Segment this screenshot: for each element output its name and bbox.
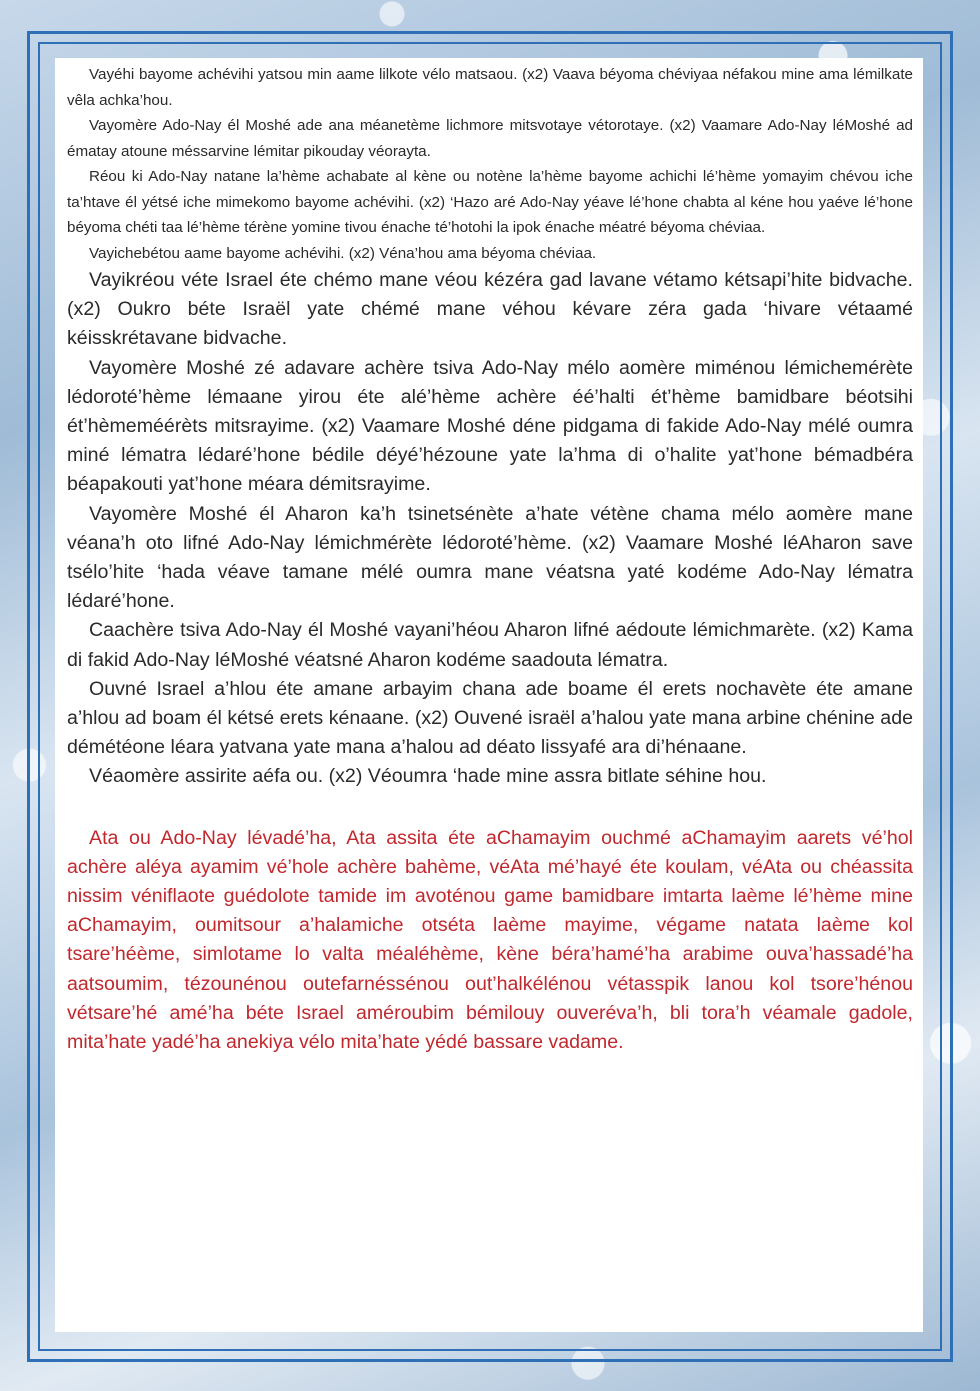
verse-paragraph-2: Vayomère Ado-Nay él Moshé ade ana méanetème lichmore mitsvotaye vétorotaye. (x2) Vaamare Ado-Nay léMoshé ad ématay atoune méssarvine lémitar pikouday véorayta. bbox=[67, 117, 913, 160]
verse-paragraph-4: Vayichebétou aame bayome achévihi. (x2) Véna’hou ama béyoma chéviaa. bbox=[89, 244, 597, 262]
verse-paragraph-10: Véaomère assirite aéfa ou. (x2) Véoumra ‘hade mine assra bitlate séhine hou. bbox=[89, 765, 767, 788]
verse-paragraph-5: Vayikréou véte Israel éte chémo mane véou kézéra gad lavane vétamo kétsapi’hite bidvache. (x2) Oukro béte Israël yate chémé mane véhou kévare zéra gada ‘hivare vétaamé kéisskrétavane bidvache. bbox=[67, 269, 913, 350]
verse-paragraph-7: Vayomère Moshé él Aharon ka’h tsinetsénète a’hate vétène chama mélo aomère mane véana’h oto lifné Ado-Nay lémichmérète lédoroté’hème. (x2) Vaamare Moshé léAharon save tsélo’hite ‘hada véave tamane mélé oumra mane véatsna yaté kodéme Ado-Nay lématra lédaré’hone. bbox=[67, 502, 913, 613]
verse-paragraph-8: Caachère tsiva Ado-Nay él Moshé vayani’héou Aharon lifné aédoute lémichmarète. (x2) Kama di fakid Ado-Nay léMoshé véatsné Aharon kodéme saadouta lématra. bbox=[67, 619, 913, 671]
document-text bbox=[67, 62, 913, 1057]
verse-paragraph-1: Vayéhi bayome achévihi yatsou min aame lilkote vélo matsaou. (x2) Vaava béyoma chéviyaa néfakou mine ama lémilkate vêla achka’hou. bbox=[67, 66, 913, 109]
verse-paragraph-3: Réou ki Ado-Nay natane la’hème achabate al kène ou notène la’hème bayome achichi lé’hème yomayim chévou iche ta’htave él yétsé iche mimekomo bayome achévihi. (x2) ‘Hazo aré Ado-Nay yéave lé’hone chabta al kéne hou yaéve lé’hone béyoma chéti taa lé’hème térène yomine tivou énache té’hotohi la ipok énache méatré béyoma chéviaa. bbox=[67, 168, 913, 236]
prayer-paragraph: Ata ou Ado-Nay lévadé’ha, Ata assita éte aChamayim ouchmé aChamayim aarets vé’hol achère aléya ayamim vé’hole achère bahème, véAta mé’hayé éte koulam, véAta ou chéassita nissim véniflaote guédolote tamide im avoténou game bamidbare imtarta laème lé’hème mine aChamayim, oumitsour a’halamiche otséta laème mayime, végame natata laème kol tsare’héème, simlotame lo valta méaléhème, kène béra’hamé’ha arabime ouva’hassadé’ha aatsoumim, tézounénou outefarnéssénou out’halkélénou vétasspik lanou kol tsore’hénou vétsare’hé amé’ha béte Israel améroubim bémilouy ouveréva’h, bli tora’h véamale gadole, mita’hate yadé’ha anekiya vélo mita’hate yédé bassare vadame. bbox=[67, 826, 913, 1054]
verse-paragraph-9: Ouvné Israel a’hlou éte amane arbayim chana ade boame él erets nochavète éte amane a’hlou ad boam él kétsé erets kénaane. (x2) Ouvené israël a’halou yate mana arbine chénine ade démétéone léara yatvana yate mana a’halou ad déato lissyafé ara di’hénaane. bbox=[67, 677, 913, 759]
verse-paragraph-6: Vayomère Moshé zé adavare achère tsiva Ado-Nay mélo aomère miménou lémichemérète lédoroté’hème lémaane yirou éte alé’hème achère éé’halti ét’hème bamidbare béotsihi ét’hèmeméérèts mitsrayime. (x2) Vaamare Moshé déne pidgama di fakide Ado-Nay mélé oumra miné lématra lédaré’hone bédile déyé’hézoune yate la’hma di o’halite yat’hone bémadbéra béapakouti yat’hone méara démitsrayime. bbox=[67, 356, 913, 496]
